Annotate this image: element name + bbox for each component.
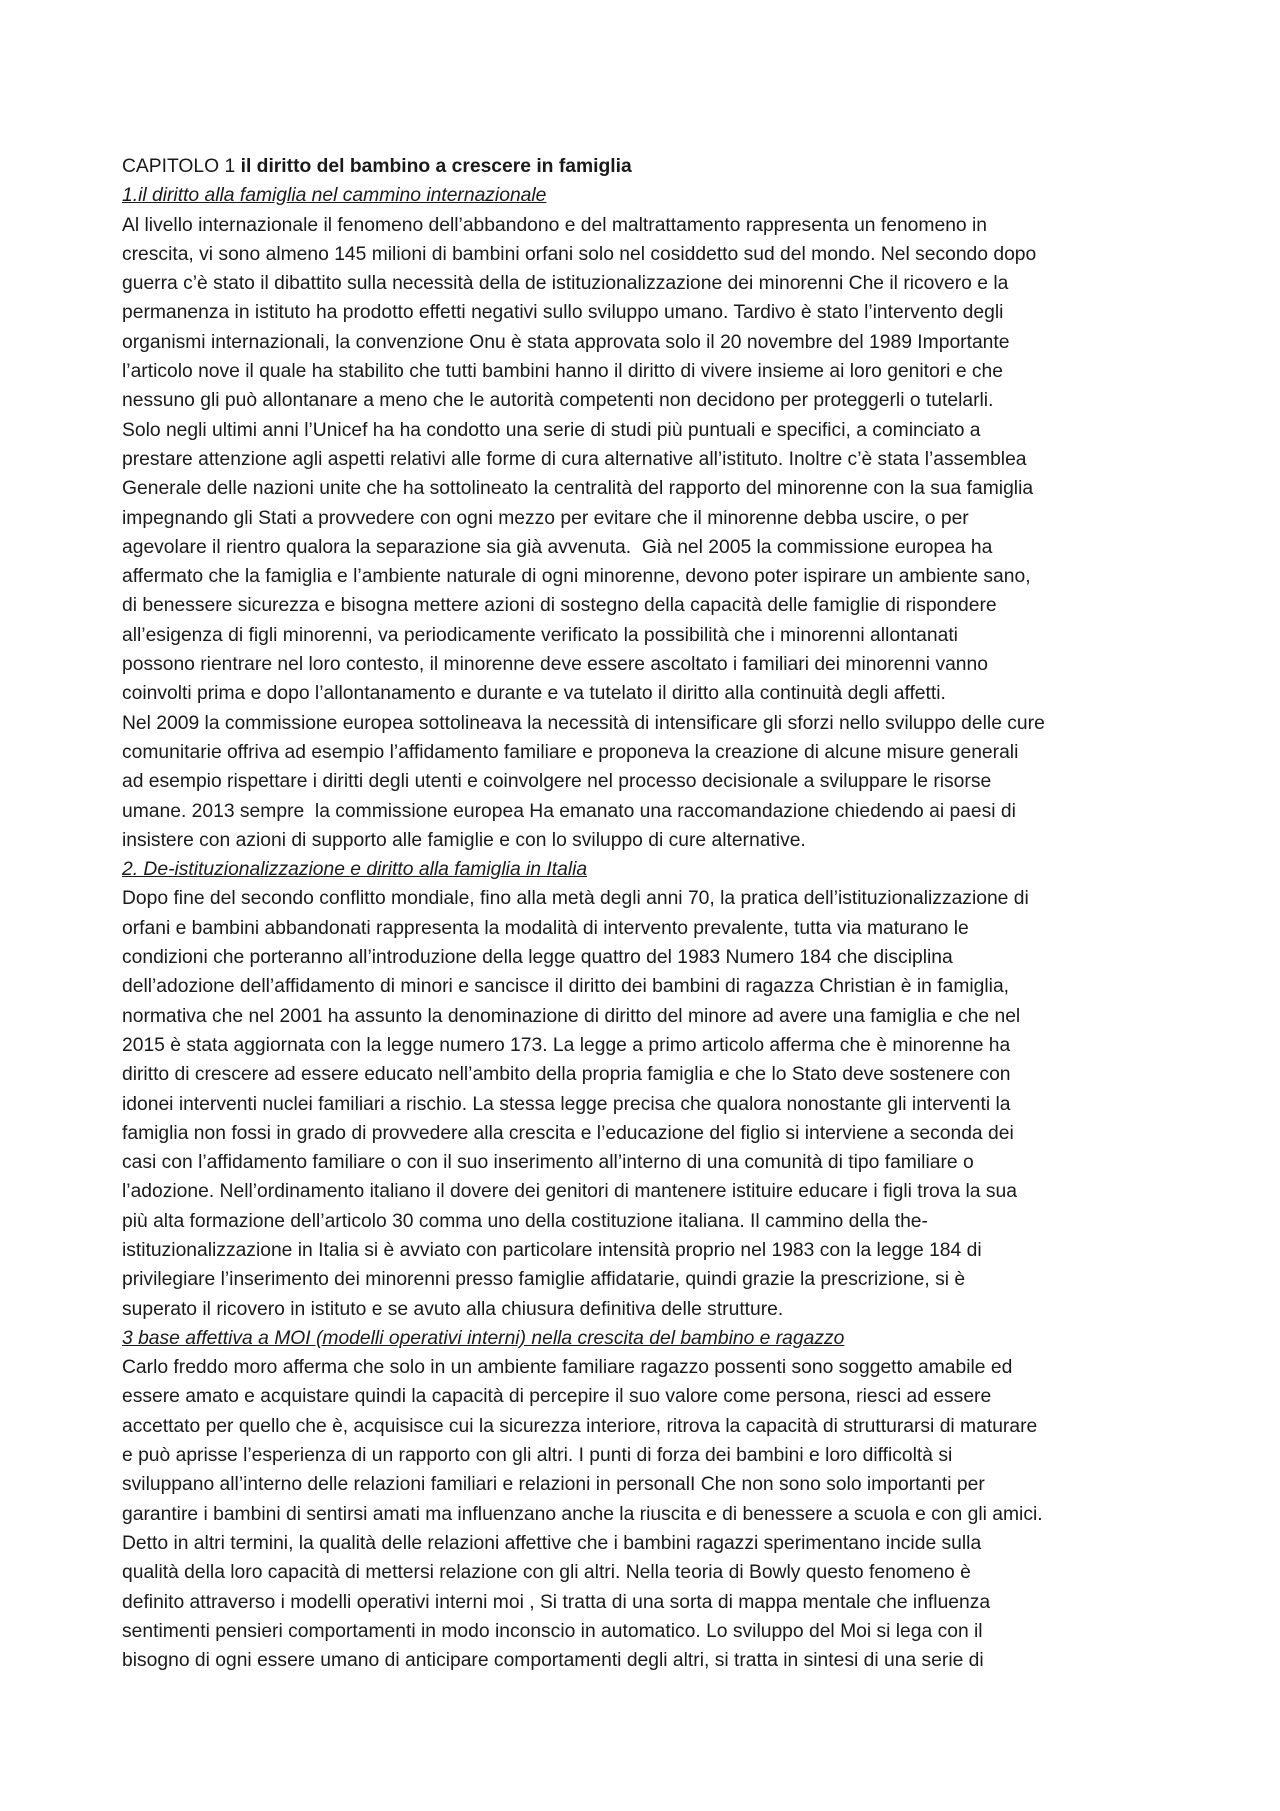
paragraph-line: accettato per quello che è, acquisisce cui la sicurezza interiore, ritrova la capacità di strutturarsi di maturare [122, 1415, 1038, 1437]
paragraph-line: sviluppano all’interno delle relazioni familiari e relazioni in personalI Che non sono solo importanti per [122, 1474, 985, 1496]
paragraph-line: Generale delle nazioni unite che ha sottolineato la centralità del rapporto del minorenne con la sua famiglia [122, 478, 1034, 500]
paragraph-line: all’esigenza di figli minorenni, va periodicamente verificato la possibilità che i minorenni allontanati [122, 624, 958, 646]
paragraph-line: insistere con azioni di supporto alle famiglie e con lo sviluppo di cure alternative. [122, 829, 806, 851]
paragraph-line: diritto di crescere ad essere educato nell’ambito della propria famiglia e che lo Stato deve sostenere con [122, 1064, 1011, 1086]
section-1-body [122, 211, 1162, 856]
paragraph-line: casi con l’affidamento familiare o con il suo inserimento all’interno di una comunità di tipo familiare o [122, 1152, 974, 1174]
section-3-body [122, 1353, 1162, 1675]
paragraph-line: più alta formazione dell’articolo 30 comma uno della costituzione italiana. Il cammino della the- [122, 1210, 928, 1232]
paragraph-line: crescita, vi sono almeno 145 milioni di bambini orfani solo nel cosiddetto sud del mondo. Nel secondo dopo [122, 243, 1037, 265]
paragraph-line: superato il ricovero in istituto e se avuto alla chiusura definitiva delle strutture. [122, 1298, 784, 1320]
paragraph-line: possono rientrare nel loro contesto, il minorenne deve essere ascoltato i familiari dei minorenni vanno [122, 654, 988, 676]
paragraph-line: permanenza in istituto ha prodotto effetti negativi sullo sviluppo umano. Tardivo è stato l’intervento degli [122, 302, 1004, 324]
paragraph-line: essere amato e acquistare quindi la capacità di percepire il suo valore come persona, riesci ad essere [122, 1386, 992, 1408]
paragraph-line: bisogno di ogni essere umano di anticipare comportamenti degli altri, si tratta in sintesi di una serie di [122, 1650, 984, 1672]
paragraph-line: guerra c’è stato il dibattito sulla necessità della de istituzionalizzazione dei minorenni Che il ricovero e la [122, 273, 1009, 295]
paragraph-line: Dopo fine del secondo conflitto mondiale, fino alla metà degli anni 70, la pratica dell’istituzionalizzazione di [122, 888, 1029, 910]
paragraph-line: garantire i bambini di sentirsi amati ma influenzano anche la riuscita e di benessere a scuola e con gli amici. [122, 1503, 1043, 1525]
paragraph-line: umane. 2013 sempre la commissione europea Ha emanato una raccomandazione chiedendo ai paesi di [122, 800, 1016, 822]
paragraph-line: condizioni che porteranno all’introduzione della legge quattro del 1983 Numero 184 che disciplina [122, 947, 953, 969]
paragraph-line: e può aprisse l’esperienza di un rapporto con gli altri. I punti di forza dei bambini e loro difficoltà si [122, 1445, 953, 1467]
chapter-title [122, 152, 1162, 181]
paragraph-line: privilegiare l’inserimento dei minorenni presso famiglie affidatarie, quindi grazie la prescrizione, si è [122, 1269, 966, 1291]
section-2-heading: 2. De-istituzionalizzazione e diritto alla famiglia in Italia [122, 859, 588, 881]
section-2-body [122, 884, 1162, 1323]
paragraph-line: 2015 è stata aggiornata con la legge numero 173. La legge a primo articolo afferma che è minorenne ha [122, 1034, 1011, 1056]
paragraph-line: qualità della loro capacità di mettersi relazione con gli altri. Nella teoria di Bowly questo fenomeno è [122, 1562, 971, 1584]
paragraph-line: Detto in altri termini, la qualità delle relazioni affettive che i bambini ragazzi sperimentano incide sulla [122, 1532, 982, 1554]
paragraph-line: normativa che nel 2001 ha assunto la denominazione di diritto del minore ad avere una famiglia e che nel [122, 1005, 1021, 1027]
paragraph-line: istituzionalizzazione in Italia si è avviato con particolare intensità proprio nel 1983 con la legge 184 di [122, 1239, 982, 1261]
paragraph-line: definito attraverso i modelli operativi interni moi , Si tratta di una sorta di mappa mentale che influenza [122, 1591, 991, 1613]
paragraph-line: Nel 2009 la commissione europea sottolineava la necessità di intensificare gli sforzi nello sviluppo delle cure [122, 712, 1045, 734]
paragraph-line: organismi internazionali, la convenzione Onu è stata approvata solo il 20 novembre del 1989 Importante [122, 331, 1010, 353]
paragraph-line: ad esempio rispettare i diritti degli utenti e coinvolgere nel processo decisionale a sviluppare le risorse [122, 771, 992, 793]
paragraph-line: sentimenti pensieri comportamenti in modo inconscio in automatico. Lo sviluppo del Moi si lega con il [122, 1620, 983, 1642]
paragraph-line: dell’adozione dell’affidamento di minori e sancisce il diritto dei bambini di ragazza Christian è in famiglia, [122, 976, 1010, 998]
paragraph-line: prestare attenzione agli aspetti relativi alle forme di cura alternative all’istituto. Inoltre c’è stata l’assemblea [122, 448, 1027, 470]
paragraph-line: agevolare il rientro qualora la separazione sia già avvenuta. Già nel 2005 la commissione europea ha [122, 536, 993, 558]
chapter-title-text: il diritto del bambino a crescere in famiglia [240, 156, 632, 177]
paragraph-line: Al livello internazionale il fenomeno dell’abbandono e del maltrattamento rappresenta un fenomeno in [122, 214, 988, 236]
paragraph-line: comunitarie offriva ad esempio l’affidamento familiare e proponeva la creazione di alcune misure generali [122, 741, 1019, 763]
paragraph-line: impegnando gli Stati a provvedere con ogni mezzo per evitare che il minorenne debba uscire, o per [122, 507, 969, 529]
paragraph-line: l’adozione. Nell’ordinamento italiano il dovere dei genitori di mantenere istituire educare i figli trova la sua [122, 1181, 1017, 1203]
section-3-heading: 3 base affettiva a MOI (modelli operativi interni) nella crescita del bambino e ragazzo [122, 1327, 845, 1349]
paragraph-line: Solo negli ultimi anni l’Unicef ha ha condotto una serie di studi più puntuali e specifici, a cominciato a [122, 419, 981, 441]
document-page [122, 152, 1162, 1675]
chapter-prefix: CAPITOLO 1 [122, 156, 241, 177]
section-1-heading: 1.il diritto alla famiglia nel cammino internazionale [122, 185, 547, 207]
paragraph-line: orfani e bambini abbandonati rappresenta la modalità di intervento prevalente, tutta via maturano le [122, 917, 969, 939]
paragraph-line: coinvolti prima e dopo l’allontanamento e durante e va tutelato il diritto alla continuità degli affetti. [122, 683, 946, 705]
paragraph-line: famiglia non fossi in grado di provvedere alla crescita e l’educazione del figlio si interviene a seconda dei [122, 1122, 1014, 1144]
paragraph-line: idonei interventi nuclei familiari a rischio. La stessa legge precisa che qualora nonostante gli interventi la [122, 1093, 1011, 1115]
paragraph-line: di benessere sicurezza e bisogna mettere azioni di sostegno della capacità delle famiglie di rispondere [122, 595, 997, 617]
paragraph-line: l’articolo nove il quale ha stabilito che tutti bambini hanno il diritto di vivere insieme ai loro genitori e che [122, 361, 1003, 383]
paragraph-line: nessuno gli può allontanare a meno che le autorità competenti non decidono per proteggerli o tutelarli. [122, 390, 994, 412]
paragraph-line: Carlo freddo moro afferma che solo in un ambiente familiare ragazzo possenti sono soggetto amabile ed [122, 1357, 1013, 1379]
paragraph-line: affermato che la famiglia e l’ambiente naturale di ogni minorenne, devono poter ispirare un ambiente sano, [122, 566, 1031, 588]
